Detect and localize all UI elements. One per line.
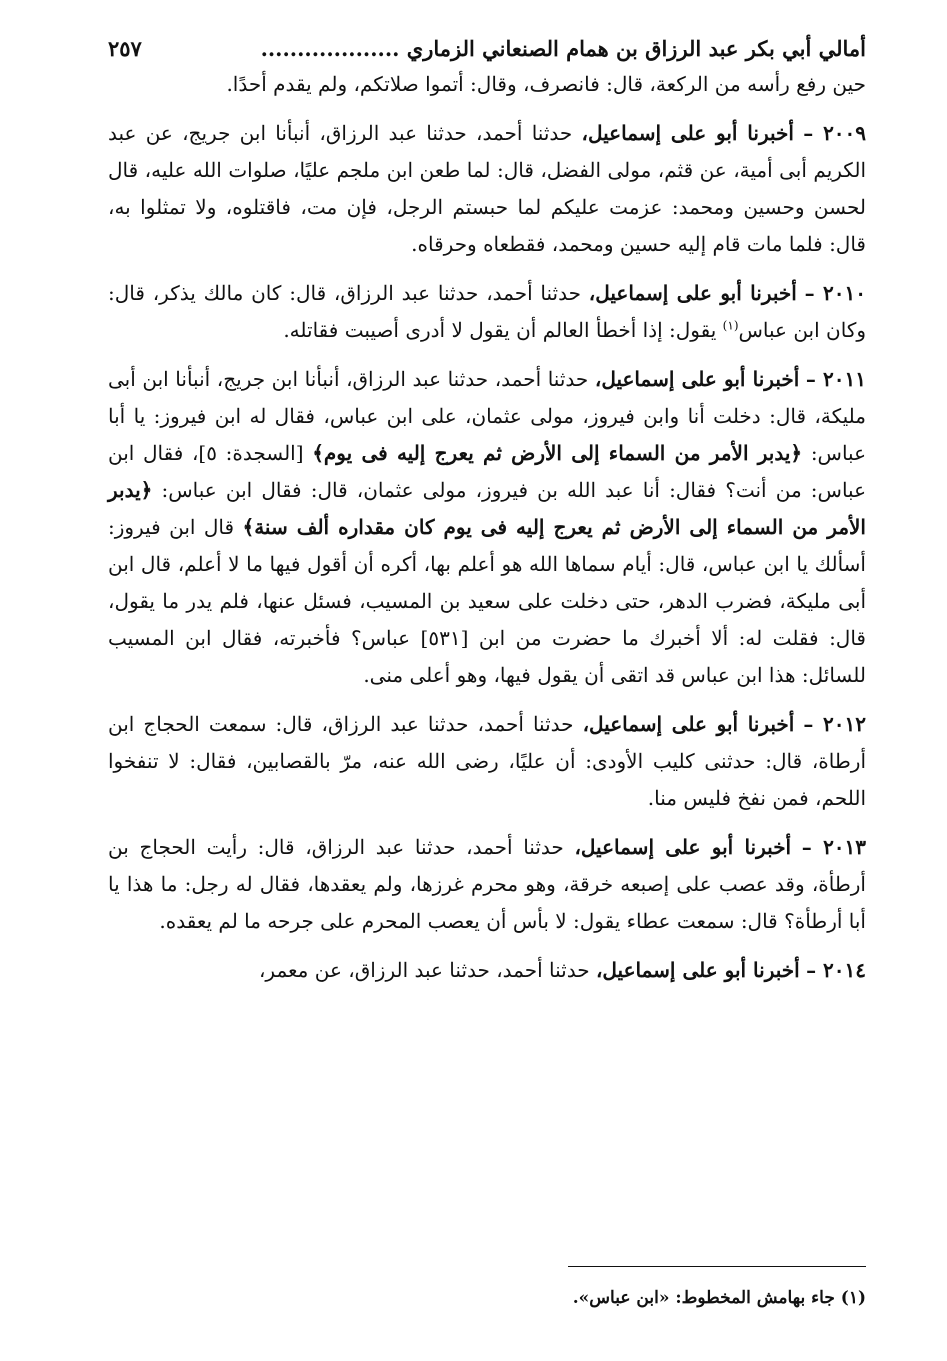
quran-verse-full: ﴿يدبر الأمر من السماء إلى الأرض ثم يعرج إليه فى يوم كان مقداره ألف سنة﴾: [108, 478, 866, 539]
footnote-reference[interactable]: (١): [722, 318, 739, 333]
paragraph-text: حين رفع رأسه من الركعة، قال: فانصرف، وقال: أتموا صلاتكم، ولم يقدم أحدًا.: [226, 72, 866, 96]
hadith-chain: أخبرنا أبو على إسماعيل،: [582, 712, 795, 736]
hadith-text: حدثنا أحمد، حدثنا عبد الرزاق، أنبأنا ابن جريج، أنبأنا ابن أبى مليكة، قال: دخلت أنا وابن فيروز، مولى عثمان، على ابن عباس، فقال له ابن فيروز: يا أبا عباس:: [108, 367, 867, 465]
hadith-chain: أخبرنا أبو على إسماعيل،: [581, 121, 794, 145]
hadith-text-continued: [السجدة: ٥]، فقال ابن عباس: من أنت؟ فقال: أنا عبد الله بن فيروز، مولى عثمان، قال: فقال ابن عباس:: [108, 441, 867, 502]
hadith-text-end: قال ابن فيروز: أسألك يا ابن عباس، قال: أيام سماها الله هو أعلم بها، أكره أن أقول فيها ما لا أعلم، قال ابن أبى مليكة، فضرب الدهر، حتى دخلت على سعيد بن المسيب، فسئل عنها، فلم يدر ما يقول، قال: فقلت له: ألا أخبرك ما حضرت من ابن [٥٣١] عباس؟ فأخبرته، فقال ابن المسيب للسائل: هذا ابن عباس قد اتقى أن يقول فيها، وهو أعلى منى.: [108, 515, 866, 687]
hadith-2009: [108, 115, 866, 263]
hadith-2011: [108, 361, 866, 694]
hadith-number: ٢٠١١ –: [805, 367, 867, 391]
running-header: [108, 34, 866, 66]
hadith-chain: أخبرنا أبو على إسماعيل،: [588, 281, 797, 305]
hadith-text: حدثنا أحمد، حدثنا عبد الرزاق، عن معمر،: [258, 958, 590, 982]
hadith-text: حدثنا أحمد، حدثنا عبد الرزاق، قال: سمعت الحجاج ابن أرطاة، قال: حدثنى كليب الأودى: أن عليًا، رضى الله عنه، مرّ بالقصابين، فقال: لا تنفخوا اللحم، فمن نفخ فليس منا.: [108, 712, 866, 810]
hadith-number: ٢٠١٣ –: [801, 835, 867, 859]
hadith-2010: [108, 275, 866, 349]
footnote-1: (١) جاء بهامش المخطوط: «ابن عباس».: [572, 1288, 866, 1308]
hadith-chain: أخبرنا أبو على إسماعيل،: [594, 367, 800, 391]
hadith-text: حدثنا أحمد، حدثنا عبد الرزاق، أنبأنا ابن جريج، عن عبد الكريم أبى أمية، عن قثم، مولى الفضل، قال: لما طعن ابن ملجم عليًا، صلوات الله عليه، قال لحسن وحسين ومحمد: عزمت عليكم لما حبستم الرجل، فإن مت، فاقتلوه، ولا تمثلوا به، قال: فلما مات قام إليه حسين ومحمد، فقطعاه وحرقاه.: [108, 121, 866, 256]
hadith-2013: [108, 829, 866, 940]
hadith-chain: أخبرنا أبو على إسماعيل،: [574, 835, 792, 859]
hadith-2014: [108, 952, 866, 989]
hadith-number: ٢٠١٢ –: [803, 712, 867, 736]
document-page: [108, 34, 866, 1334]
quran-verse: ﴿يدبر الأمر من السماء إلى الأرض ثم يعرج إليه فى يوم﴾: [312, 441, 803, 465]
running-header-title: أمالي أبي بكر عبد الرزاق بن همام الصنعاني الزماري ...................: [260, 36, 866, 61]
hadith-number: ٢٠٠٩ –: [803, 121, 867, 145]
paragraph-continuation: [108, 66, 866, 103]
hadith-chain: أخبرنا أبو على إسماعيل،: [595, 958, 800, 982]
hadith-2012: [108, 706, 866, 817]
page-number: ٢٥٧: [108, 36, 142, 61]
hadith-text: حدثنا أحمد، حدثنا عبد الرزاق، قال: رأيت الحجاج بن أرطأة، وقد عصب على إصبعه خرقة، وهو محرم غرزها، ولم يعقدها، فقال له رجل: ما هذا يا أبا أرطأة؟ قال: سمعت عطاء يقول: لا بأس أن يعصب المحرم على جرحه ما لم يعقده.: [108, 835, 866, 933]
footnote-divider: [568, 1266, 866, 1267]
hadith-text: حدثنا أحمد، حدثنا عبد الرزاق، قال: كان مالك يذكر، قال: وكان ابن عباس: [108, 281, 866, 342]
hadith-text-continued: يقول: إذا أخطأ العالم أن يقول لا أدرى أصيبت فقاتله.: [283, 318, 717, 342]
footnotes: [108, 1284, 866, 1312]
hadith-number: ٢٠١٤ –: [806, 958, 866, 982]
hadith-number: ٢٠١٠ –: [804, 281, 867, 305]
